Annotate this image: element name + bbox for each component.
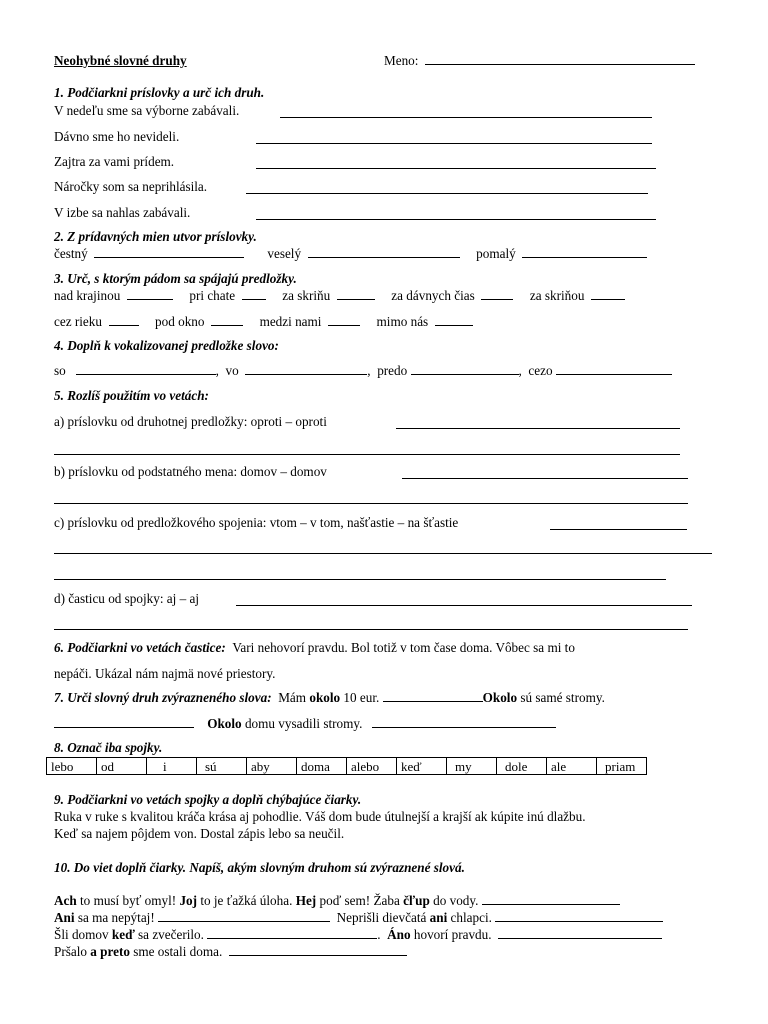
word-cell[interactable]: lebo [47,758,97,775]
conjunction-table [46,757,647,775]
answer-line[interactable] [402,478,688,479]
answer-blank[interactable] [207,927,377,939]
sentence-text: Pršalo [54,944,91,959]
highlighted-word: Hej [295,893,317,908]
sentence-text: do vody. [429,893,479,908]
name-field[interactable] [384,53,695,68]
sentence-text: poď sem! Žaba [316,893,404,908]
q7-line-1: 7. Urči slovný druh zvýrazneného slova: Mám okolo 10 eur. Okolo sú samé stromy. [54,690,605,705]
word-cell[interactable]: i [147,758,197,775]
answer-blank[interactable] [481,288,513,300]
answer-line[interactable] [54,579,666,580]
answer-blank[interactable] [591,288,625,300]
highlighted-word: ani [429,910,448,925]
answer-blank[interactable] [411,363,519,375]
q10-line-1 [54,893,620,908]
name-blank[interactable] [425,53,695,65]
q3-row-1: nad krajinou pri chate za skriňu za dávnych čias za skriňou [54,288,625,303]
answer-blank[interactable] [54,716,194,728]
q1-sentence-2: Dávno sme ho nevideli. [54,129,180,144]
q5-heading: 5. Rozlíš použitím vo vetách: [54,388,209,403]
answer-blank[interactable] [158,910,330,922]
answer-line[interactable] [54,454,680,455]
q10-line-2 [54,910,663,925]
highlighted-word: čľup [403,893,430,908]
answer-blank[interactable] [308,246,460,258]
word-cell[interactable]: alebo [347,758,397,775]
highlighted-word: a preto [90,944,130,959]
answer-blank[interactable] [482,893,620,905]
q6-line-1: 6. Podčiarkni vo vetách častice: Vari nehovorí pravdu. Bol totiž v tom čase doma. Vôbec sa mi to [54,640,575,655]
q2-row: čestný veselý pomalý [54,246,647,261]
q1-heading: 1. Podčiarkni príslovky a urč ich druh. [54,85,265,100]
answer-line[interactable] [396,428,680,429]
q4-heading: 4. Doplň k vokalizovanej predložke slovo: [54,338,279,353]
word-cell[interactable]: my [447,758,497,775]
answer-line[interactable] [54,629,688,630]
sentence-text: sa ma nepýtaj! [74,910,155,925]
answer-blank[interactable] [229,944,407,956]
highlighted-word: Joj [179,893,198,908]
q1-sentence-1: V nedeľu sme sa výborne zabávali. [54,103,240,118]
word-cell[interactable]: dole [497,758,547,775]
q1-sentence-3: Zajtra za vami prídem. [54,154,175,169]
sentence-text: chlapci. [447,910,492,925]
q10-line-4 [54,944,407,959]
q9-line-2: Keď sa najem pôjdem von. Dostal zápis lebo sa neučil. [54,826,345,841]
answer-blank[interactable] [328,314,360,326]
q10-heading: 10. Do viet doplň čiarky. Napíš, akým slovným druhom sú zvýraznené slová. [54,860,465,875]
worksheet-title: Neohybné slovné druhy [54,53,187,68]
word-cell[interactable]: ale [547,758,597,775]
answer-blank[interactable] [109,314,139,326]
sentence-text: Neprišli dievčatá [336,910,430,925]
q5-a: a) príslovku od druhotnej predložky: oproti – oproti [54,414,327,429]
sentence-text: sme ostali doma. [129,944,223,959]
sentence-text: Šli domov [54,927,112,942]
q1-sentence-4: Náročky som sa neprihlásila. [54,179,208,194]
answer-blank[interactable] [127,288,173,300]
answer-line[interactable] [256,143,652,144]
answer-blank[interactable] [522,246,647,258]
highlighted-word: Áno [387,927,411,942]
answer-line[interactable] [236,605,692,606]
q7-heading: 7. Urči slovný druh zvýrazneného slova: [54,690,272,705]
answer-blank[interactable] [383,690,483,702]
highlighted-word: Ani [54,910,75,925]
word-cell[interactable]: od [97,758,147,775]
highlighted-word: Ach [54,893,77,908]
sentence-text: to je ťažká úloha. [197,893,296,908]
q7-line-2: Okolo domu vysadili stromy. [54,716,556,731]
q8-heading: 8. Označ iba spojky. [54,740,163,755]
word-cell[interactable]: keď [397,758,447,775]
answer-line[interactable] [54,553,712,554]
answer-blank[interactable] [94,246,244,258]
answer-blank[interactable] [245,363,367,375]
q6-line-2: nepáči. Ukázal nám najmä nové priestory. [54,666,276,681]
q1-sentence-5: V izbe sa nahlas zabávali. [54,205,191,220]
answer-line[interactable] [54,503,688,504]
q5-b: b) príslovku od podstatného mena: domov – domov [54,464,327,479]
answer-line[interactable] [256,219,656,220]
answer-blank[interactable] [76,363,216,375]
sentence-text: sa zvečerilo. [134,927,204,942]
q5-c: c) príslovku od predložkového spojenia: vtom – v tom, našťastie – na šťastie [54,515,459,530]
answer-blank[interactable] [435,314,473,326]
name-label: Meno: [384,53,419,68]
q4-row: so , vo , predo , cezo [54,363,672,378]
word-cell[interactable]: sú [197,758,247,775]
word-cell[interactable]: aby [247,758,297,775]
answer-blank[interactable] [495,910,663,922]
q9-line-1: Ruka v ruke s kvalitou kráča krása aj pohodlie. Váš dom bude útulnejší a krajší ak kúpite inú dlažbu. [54,809,586,824]
sentence-text: hovorí pravdu. [410,927,492,942]
q9-heading: 9. Podčiarkni vo vetách spojky a doplň chýbajúce čiarky. [54,792,362,807]
answer-blank[interactable] [372,716,556,728]
sentence-text: to musí byť omyl! [76,893,180,908]
answer-line[interactable] [256,168,656,169]
answer-blank[interactable] [556,363,672,375]
q10-line-3: Šli domov keď sa zvečerilo. . Áno hovorí pravdu. [54,927,662,942]
q5-d: d) časticu od spojky: aj – aj [54,591,200,606]
answer-blank[interactable] [498,927,662,939]
q3-heading: 3. Urč, s ktorým pádom sa spájajú predložky. [54,271,297,286]
highlighted-word: keď [111,927,135,942]
answer-blank[interactable] [211,314,243,326]
answer-line[interactable] [246,193,648,194]
answer-line[interactable] [550,529,687,530]
q2-heading: 2. Z prídavných mien utvor príslovky. [54,229,257,244]
answer-blank[interactable] [242,288,266,300]
answer-blank[interactable] [337,288,375,300]
word-cell[interactable]: priam [597,758,647,775]
word-cell[interactable]: doma [297,758,347,775]
q3-row-2: cez rieku pod okno medzi nami mimo nás [54,314,473,329]
q6-heading: 6. Podčiarkni vo vetách častice: [54,640,226,655]
answer-line[interactable] [280,117,652,118]
